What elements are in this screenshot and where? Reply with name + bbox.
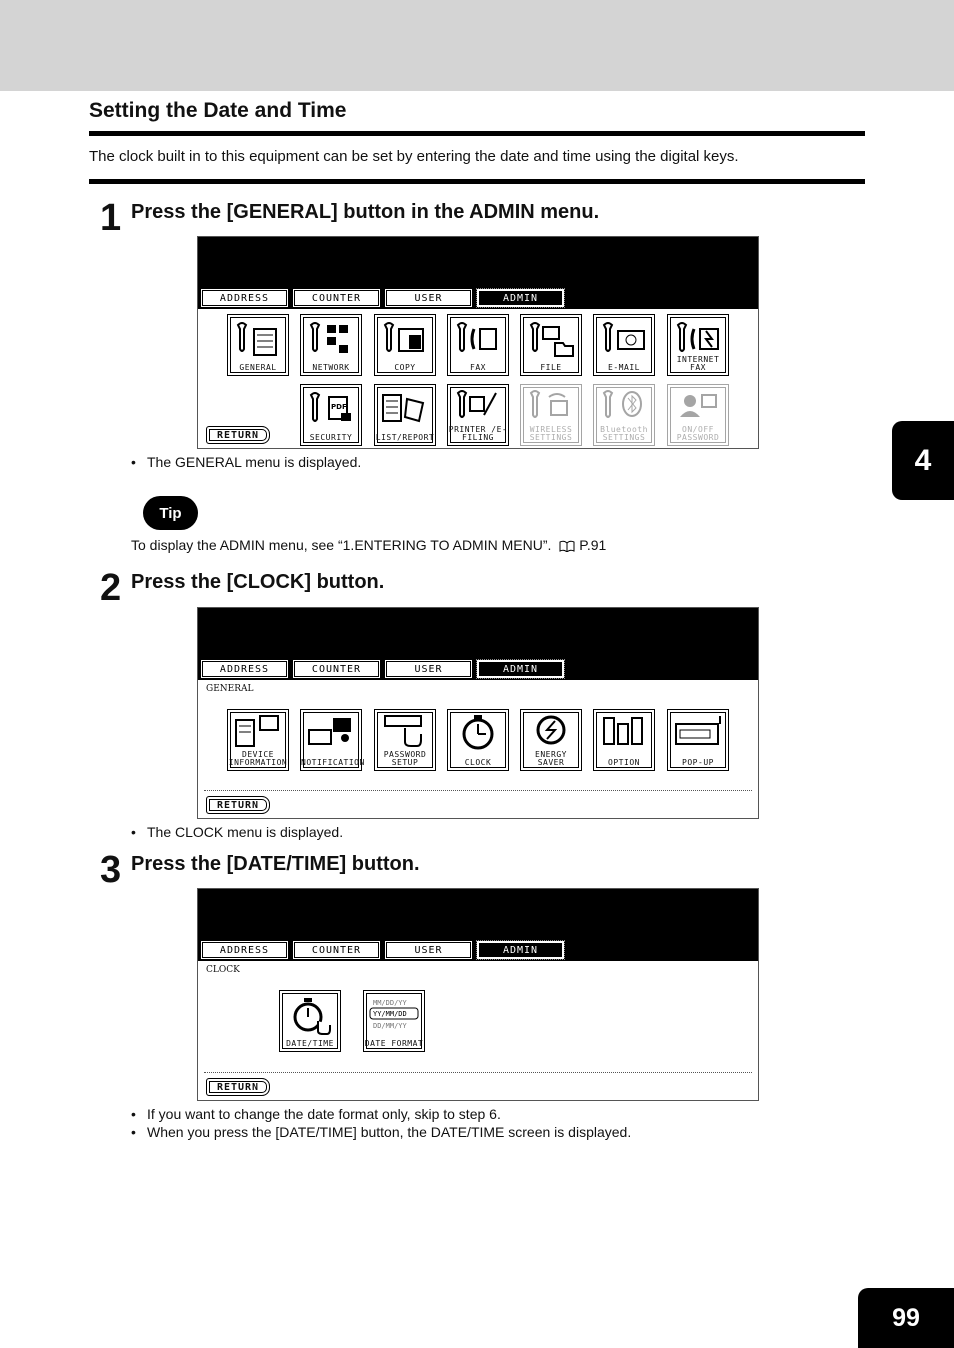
button-label: DATE/TIME bbox=[286, 1039, 334, 1048]
button-label: WIRELESS SETTINGS bbox=[529, 425, 573, 442]
email-icon bbox=[598, 319, 650, 359]
button-label: INTERNET FAX bbox=[676, 355, 720, 372]
security-button[interactable] bbox=[300, 384, 362, 446]
onoff-password-icon bbox=[672, 389, 724, 419]
note-text: The GENERAL menu is displayed. bbox=[147, 454, 362, 470]
button-label: OPTION bbox=[608, 758, 640, 767]
button-label: POP-UP bbox=[682, 758, 714, 767]
step-title: Press the [DATE/TIME] button. bbox=[131, 853, 420, 875]
svg-text:PDF: PDF bbox=[331, 403, 347, 411]
tab-admin[interactable]: ADMIN bbox=[477, 289, 564, 307]
pop-up-button[interactable] bbox=[667, 709, 729, 771]
printer-efiling-button[interactable] bbox=[447, 384, 509, 446]
intro-rule bbox=[89, 179, 865, 184]
clock-button[interactable] bbox=[447, 709, 509, 771]
wireless-settings-button[interactable] bbox=[520, 384, 582, 446]
button-label: CLOCK bbox=[464, 758, 492, 767]
security-icon bbox=[305, 389, 357, 429]
note-text: When you press the [DATE/TIME] button, the DATE/TIME screen is displayed. bbox=[147, 1124, 632, 1140]
step-note: • When you press the [DATE/TIME] button, the DATE/TIME screen is displayed. bbox=[131, 1124, 632, 1140]
button-label: ON/OFF PASSWORD bbox=[676, 425, 720, 442]
energy-saver-button[interactable] bbox=[520, 709, 582, 771]
tab-counter[interactable]: COUNTER bbox=[293, 289, 380, 307]
step-number: 2 bbox=[100, 567, 121, 609]
chapter-tab: 4 bbox=[892, 421, 954, 500]
tab-user[interactable]: USER bbox=[385, 660, 472, 678]
email-button[interactable] bbox=[593, 314, 655, 376]
device-information-icon bbox=[232, 714, 284, 748]
network-button[interactable] bbox=[300, 314, 362, 376]
general-icon bbox=[232, 319, 284, 359]
device-information-button[interactable] bbox=[227, 709, 289, 771]
panel-body bbox=[198, 309, 758, 448]
button-label: NOTIFICATION bbox=[301, 758, 365, 767]
section-title: Setting the Date and Time bbox=[89, 99, 347, 122]
tab-counter[interactable]: COUNTER bbox=[293, 660, 380, 678]
file-button[interactable] bbox=[520, 314, 582, 376]
return-button[interactable]: RETURN bbox=[206, 426, 270, 444]
button-label: ENERGY SAVER bbox=[535, 750, 567, 767]
tab-counter[interactable]: COUNTER bbox=[293, 941, 380, 959]
step-title: Press the [GENERAL] button in the ADMIN menu. bbox=[131, 201, 600, 223]
internet-fax-icon bbox=[672, 319, 724, 359]
list-report-button[interactable] bbox=[374, 384, 436, 446]
tab-address[interactable]: ADDRESS bbox=[201, 660, 288, 678]
general-button[interactable] bbox=[227, 314, 289, 376]
button-label: DATE FORMAT bbox=[364, 1039, 424, 1048]
button-label: SECURITY bbox=[309, 433, 353, 442]
panel-tabs bbox=[201, 941, 564, 959]
panel-body bbox=[198, 680, 758, 818]
button-label: PASSWORD SETUP bbox=[383, 750, 427, 767]
clock-icon bbox=[452, 714, 504, 750]
divider bbox=[204, 1072, 752, 1073]
breadcrumb: GENERAL bbox=[206, 684, 254, 694]
network-icon bbox=[305, 319, 357, 359]
internet-fax-button[interactable] bbox=[667, 314, 729, 376]
tab-address[interactable]: ADDRESS bbox=[201, 941, 288, 959]
copy-button[interactable] bbox=[374, 314, 436, 376]
return-button[interactable]: RETURN bbox=[206, 1078, 270, 1096]
button-label: FILE bbox=[540, 363, 562, 372]
step-note: • If you want to change the date format only, skip to step 6. bbox=[131, 1106, 501, 1122]
password-setup-button[interactable] bbox=[374, 709, 436, 771]
button-label: GENERAL bbox=[239, 363, 277, 372]
intro-text: The clock built in to this equipment can be set by entering the date and time using the digital keys. bbox=[89, 148, 739, 165]
password-setup-icon bbox=[379, 714, 431, 748]
printer-efiling-icon bbox=[452, 389, 504, 419]
option-button[interactable] bbox=[593, 709, 655, 771]
panel-header bbox=[198, 237, 758, 309]
title-rule bbox=[89, 131, 865, 136]
tab-address[interactable]: ADDRESS bbox=[201, 289, 288, 307]
bluetooth-icon bbox=[598, 389, 650, 419]
header-band bbox=[0, 0, 954, 91]
notification-icon bbox=[305, 714, 357, 748]
step-number: 1 bbox=[100, 197, 121, 239]
bluetooth-settings-button[interactable] bbox=[593, 384, 655, 446]
tip-text bbox=[131, 537, 606, 555]
wireless-icon bbox=[525, 389, 577, 419]
button-label: DEVICE INFORMATION bbox=[228, 750, 288, 767]
tab-user[interactable]: USER bbox=[385, 289, 472, 307]
tip-badge: Tip bbox=[143, 496, 198, 530]
note-text: The CLOCK menu is displayed. bbox=[147, 824, 344, 840]
button-label: LIST/REPORT bbox=[375, 433, 435, 442]
notification-button[interactable] bbox=[300, 709, 365, 771]
date-format-button[interactable] bbox=[363, 990, 425, 1052]
stopwatch-icon bbox=[284, 995, 336, 1035]
panel-header bbox=[198, 608, 758, 680]
book-icon bbox=[559, 539, 575, 555]
date-format-icon bbox=[368, 995, 420, 1035]
step-title: Press the [CLOCK] button. bbox=[131, 571, 385, 593]
step-note: • The GENERAL menu is displayed. bbox=[131, 454, 362, 470]
button-label: Bluetooth SETTINGS bbox=[600, 425, 648, 442]
button-label: E-MAIL bbox=[608, 363, 640, 372]
tab-admin[interactable]: ADMIN bbox=[477, 660, 564, 678]
panel-tabs bbox=[201, 660, 564, 678]
copy-icon bbox=[379, 319, 431, 359]
format-sample: MM/DD/YY bbox=[373, 999, 407, 1007]
onoff-password-button[interactable] bbox=[667, 384, 729, 446]
button-label: FAX bbox=[470, 363, 486, 372]
panel-tabs bbox=[201, 289, 564, 307]
tab-user[interactable]: USER bbox=[385, 941, 472, 959]
pop-up-icon bbox=[672, 714, 724, 748]
tip-page-ref: P.91 bbox=[579, 537, 607, 553]
button-label: COPY bbox=[394, 363, 416, 372]
admin-menu-screenshot bbox=[197, 236, 759, 449]
button-label: NETWORK bbox=[312, 363, 350, 372]
page-number: 99 bbox=[858, 1288, 954, 1348]
general-menu-screenshot bbox=[197, 607, 759, 819]
panel-body bbox=[198, 961, 758, 1100]
fax-button[interactable] bbox=[447, 314, 509, 376]
breadcrumb: CLOCK bbox=[206, 965, 240, 975]
option-icon bbox=[598, 714, 650, 748]
date-time-button[interactable] bbox=[279, 990, 341, 1052]
note-text: If you want to change the date format only, skip to step 6. bbox=[147, 1106, 501, 1122]
tip-body: To display the ADMIN menu, see “1.ENTERING TO ADMIN MENU”. bbox=[131, 537, 552, 553]
divider bbox=[204, 790, 752, 791]
format-sample-selected: YY/MM/DD bbox=[373, 1010, 407, 1018]
return-button[interactable]: RETURN bbox=[206, 796, 270, 814]
list-report-icon bbox=[379, 389, 431, 429]
step-note: • The CLOCK menu is displayed. bbox=[131, 824, 344, 840]
clock-menu-screenshot bbox=[197, 888, 759, 1101]
fax-icon bbox=[452, 319, 504, 359]
file-icon bbox=[525, 319, 577, 359]
energy-saver-icon bbox=[525, 714, 577, 746]
tab-admin[interactable]: ADMIN bbox=[477, 941, 564, 959]
panel-header bbox=[198, 889, 758, 961]
step-number: 3 bbox=[100, 849, 121, 891]
format-sample: DD/MM/YY bbox=[373, 1022, 407, 1030]
button-label: PRINTER /E-FILING bbox=[448, 425, 508, 442]
